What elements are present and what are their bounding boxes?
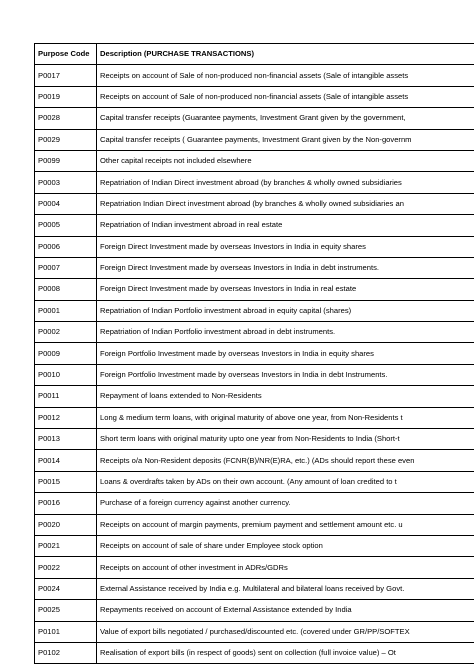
description-cell[interactable]: Capital transfer receipts (Guarantee payments, Investment Grant given by the government, <box>97 108 474 129</box>
purpose-code-cell[interactable]: P0009 <box>35 343 97 364</box>
table-row <box>35 535 474 556</box>
table-row <box>35 108 474 129</box>
purpose-code-cell[interactable]: P0001 <box>35 300 97 321</box>
purpose-code-cell[interactable]: P0012 <box>35 407 97 428</box>
purpose-code-cell[interactable]: P0017 <box>35 65 97 86</box>
description-cell[interactable]: Repayment of loans extended to Non-Residents <box>97 386 474 407</box>
description-cell[interactable]: Other capital receipts not included elsewhere <box>97 150 474 171</box>
table-row <box>35 364 474 385</box>
table-row <box>35 557 474 578</box>
purpose-code-cell[interactable]: P0028 <box>35 108 97 129</box>
description-cell[interactable]: Repatriation of Indian Portfolio investment abroad in debt instruments. <box>97 322 474 343</box>
table-row <box>35 407 474 428</box>
table-row <box>35 279 474 300</box>
description-cell[interactable]: Long & medium term loans, with original maturity of above one year, from Non-Residents t <box>97 407 474 428</box>
table-row <box>35 129 474 150</box>
description-cell[interactable]: Foreign Direct Investment made by overseas Investors in India in equity shares <box>97 236 474 257</box>
purpose-code-cell[interactable]: P0019 <box>35 86 97 107</box>
description-cell[interactable]: Short term loans with original maturity upto one year from Non-Residents to India (Short-t <box>97 429 474 450</box>
purpose-code-cell[interactable]: P0021 <box>35 535 97 556</box>
table-row <box>35 578 474 599</box>
table-row <box>35 471 474 492</box>
purpose-code-cell[interactable]: P0022 <box>35 557 97 578</box>
table-row <box>35 493 474 514</box>
description-cell[interactable]: Repayments received on account of External Assistance extended by India <box>97 600 474 621</box>
description-cell[interactable]: Receipts on account of margin payments, premium payment and settlement amount etc. u <box>97 514 474 535</box>
table-row <box>35 172 474 193</box>
description-cell[interactable]: Foreign Portfolio Investment made by overseas Investors in India in debt Instruments. <box>97 364 474 385</box>
purpose-code-cell[interactable]: P0025 <box>35 600 97 621</box>
description-cell[interactable]: Capital transfer receipts ( Guarantee payments, Investment Grant given by the Non-governm <box>97 129 474 150</box>
purpose-code-table <box>34 43 474 664</box>
description-cell[interactable]: Receipts on account of other investment in ADRs/GDRs <box>97 557 474 578</box>
table-row <box>35 600 474 621</box>
description-cell[interactable]: Receipts on account of sale of share under Employee stock option <box>97 535 474 556</box>
purpose-code-cell[interactable]: P0013 <box>35 429 97 450</box>
description-cell[interactable]: Repatriation of Indian Portfolio investment abroad in equity capital (shares) <box>97 300 474 321</box>
table-row <box>35 514 474 535</box>
description-cell[interactable]: Receipts o/a Non-Resident deposits (FCNR(B)/NR(E)RA, etc.) (ADs should report these even <box>97 450 474 471</box>
header-description[interactable]: Description (PURCHASE TRANSACTIONS) <box>97 44 474 65</box>
description-cell[interactable]: Realisation of export bills (in respect of goods) sent on collection (full invoice value) – Ot <box>97 642 474 663</box>
description-cell[interactable]: Foreign Direct Investment made by overseas Investors in India in real estate <box>97 279 474 300</box>
purpose-code-cell[interactable]: P0005 <box>35 215 97 236</box>
purpose-code-cell[interactable]: P0102 <box>35 642 97 663</box>
description-cell[interactable]: Value of export bills negotiated / purchased/discounted etc. (covered under GR/PP/SOFTEX <box>97 621 474 642</box>
header-purpose-code[interactable]: Purpose Code <box>35 44 97 65</box>
purpose-code-cell[interactable]: P0003 <box>35 172 97 193</box>
purpose-code-cell[interactable]: P0101 <box>35 621 97 642</box>
table-row <box>35 86 474 107</box>
table-row <box>35 386 474 407</box>
description-cell[interactable]: Receipts on account of Sale of non-produced non-financial assets (Sale of intangible assets <box>97 86 474 107</box>
table-row <box>35 322 474 343</box>
table-row <box>35 257 474 278</box>
purpose-code-cell[interactable]: P0024 <box>35 578 97 599</box>
description-cell[interactable]: External Assistance received by India e.g. Multilateral and bilateral loans received by Govt. <box>97 578 474 599</box>
description-cell[interactable]: Loans & overdrafts taken by ADs on their own account. (Any amount of loan credited to t <box>97 471 474 492</box>
table-row <box>35 236 474 257</box>
purpose-code-cell[interactable]: P0006 <box>35 236 97 257</box>
purpose-code-cell[interactable]: P0016 <box>35 493 97 514</box>
purpose-code-cell[interactable]: P0011 <box>35 386 97 407</box>
description-cell[interactable]: Receipts on account of Sale of non-produced non-financial assets (Sale of intangible assets <box>97 65 474 86</box>
purpose-code-cell[interactable]: P0008 <box>35 279 97 300</box>
table-row <box>35 215 474 236</box>
description-cell[interactable]: Purchase of a foreign currency against another currency. <box>97 493 474 514</box>
table-header-row <box>35 44 474 65</box>
purpose-code-cell[interactable]: P0010 <box>35 364 97 385</box>
table-row <box>35 642 474 663</box>
purpose-code-cell[interactable]: P0002 <box>35 322 97 343</box>
purpose-code-cell[interactable]: P0014 <box>35 450 97 471</box>
description-cell[interactable]: Foreign Portfolio Investment made by overseas Investors in India in equity shares <box>97 343 474 364</box>
description-cell[interactable]: Repatriation of Indian investment abroad in real estate <box>97 215 474 236</box>
table-row <box>35 343 474 364</box>
table-row <box>35 429 474 450</box>
table-row <box>35 65 474 86</box>
purpose-code-cell[interactable]: P0020 <box>35 514 97 535</box>
description-cell[interactable]: Repatriation of Indian Direct investment abroad (by branches & wholly owned subsidiaries <box>97 172 474 193</box>
purpose-code-cell[interactable]: P0015 <box>35 471 97 492</box>
description-cell[interactable]: Repatriation Indian Direct investment abroad (by branches & wholly owned subsidiaries an <box>97 193 474 214</box>
purpose-code-cell[interactable]: P0007 <box>35 257 97 278</box>
table-row <box>35 150 474 171</box>
purpose-code-cell[interactable]: P0029 <box>35 129 97 150</box>
table-row <box>35 300 474 321</box>
purpose-code-cell[interactable]: P0004 <box>35 193 97 214</box>
table-row <box>35 193 474 214</box>
purpose-code-cell[interactable]: P0099 <box>35 150 97 171</box>
table-row <box>35 450 474 471</box>
description-cell[interactable]: Foreign Direct Investment made by overseas Investors in India in debt instruments. <box>97 257 474 278</box>
